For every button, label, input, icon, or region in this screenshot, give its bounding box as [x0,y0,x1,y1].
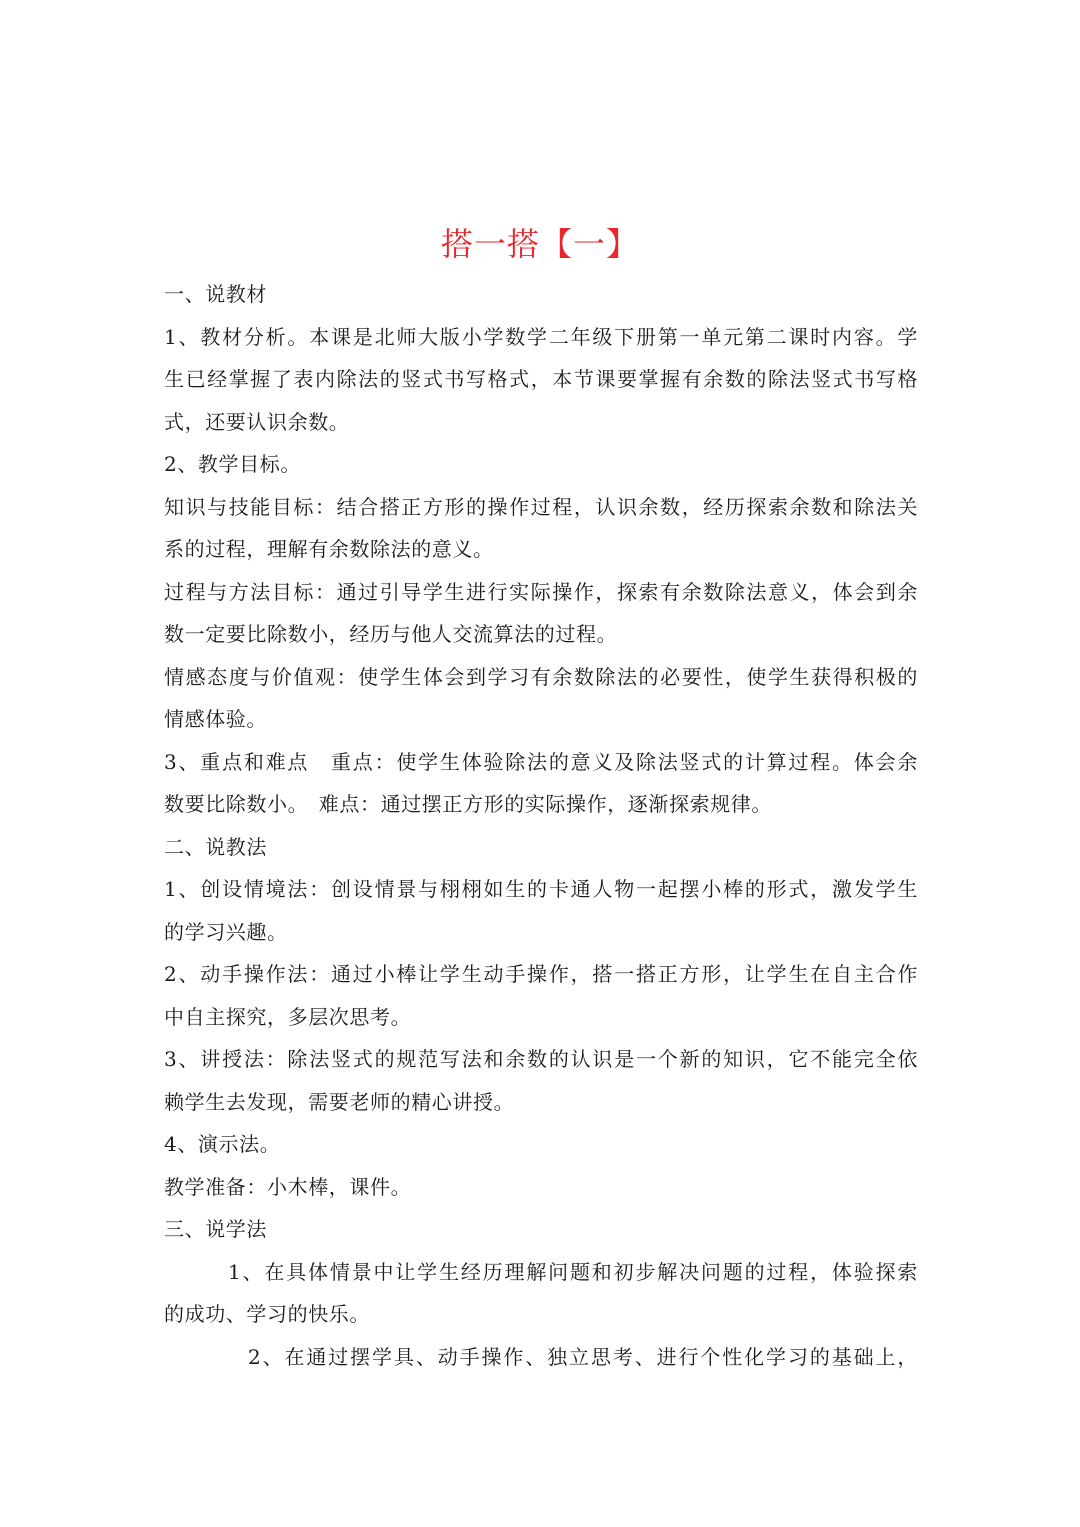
paragraph-line: 生已经掌握了表内除法的竖式书写格式，本节课要掌握有余数的除法竖式书写格 [164,367,918,391]
paragraph-line: 1、在具体情景中让学生经历理解问题和初步解决问题的过程，体验探索 [228,1259,918,1284]
paragraph-line: 情感体验。 [164,707,267,731]
paragraph-line: 情感态度与价值观：使学生体会到学习有余数除法的必要性，使学生获得积极的 [164,664,918,689]
document-body [164,273,918,1378]
paragraph-line: 系的过程，理解有余数除法的意义。 [164,537,494,561]
paragraph-line: 数一定要比除数小，经历与他人交流算法的过程。 [164,622,618,646]
paragraph-line: 2、教学目标。 [164,452,301,476]
paragraph-line: 数要比除数小。 难点：通过摆正方形的实际操作，逐渐探索规律。 [164,792,772,816]
paragraph-line: 3、重点和难点 重点：使学生体验除法的意义及除法竖式的计算过程。体会余 [164,749,918,774]
document-title: 搭一搭【一】 [440,225,639,263]
section-heading-method: 二、说教法 [164,834,267,859]
paragraph-line: 知识与技能目标：结合搭正方形的操作过程，认识余数，经历探索余数和除法关 [164,494,918,519]
paragraph-line: 教学准备：小木棒，课件。 [164,1174,412,1199]
paragraph-line: 2、动手操作法：通过小棒让学生动手操作，搭一搭正方形，让学生在自主合作 [164,962,918,986]
paragraph-line: 的成功、学习的快乐。 [164,1302,370,1326]
paragraph-line: 过程与方法目标：通过引导学生进行实际操作，探索有余数除法意义，体会到余 [164,579,918,604]
paragraph-line: 4、演示法。 [164,1132,281,1156]
paragraph-line: 中自主探究，多层次思考。 [164,1004,412,1029]
section-heading-textbook: 一、说教材 [164,282,267,306]
paragraph-line: 赖学生去发现，需要老师的精心讲授。 [164,1089,515,1114]
paragraph-line: 1、教材分析。本课是北师大版小学数学二年级下册第一单元第二课时内容。学 [164,324,918,349]
paragraph-line: 3、讲授法：除法竖式的规范写法和余数的认识是一个新的知识，它不能完全依 [164,1047,918,1071]
section-heading-learning: 三、说学法 [164,1217,267,1241]
paragraph-line: 的学习兴趣。 [164,919,288,944]
paragraph-line: 式，还要认识余数。 [164,409,350,434]
paragraph-line: 2、在通过摆学具、动手操作、独立思考、进行个性化学习的基础上， [248,1344,918,1369]
paragraph-line: 1、创设情境法：创设情景与栩栩如生的卡通人物一起摆小棒的形式，激发学生 [164,877,918,901]
